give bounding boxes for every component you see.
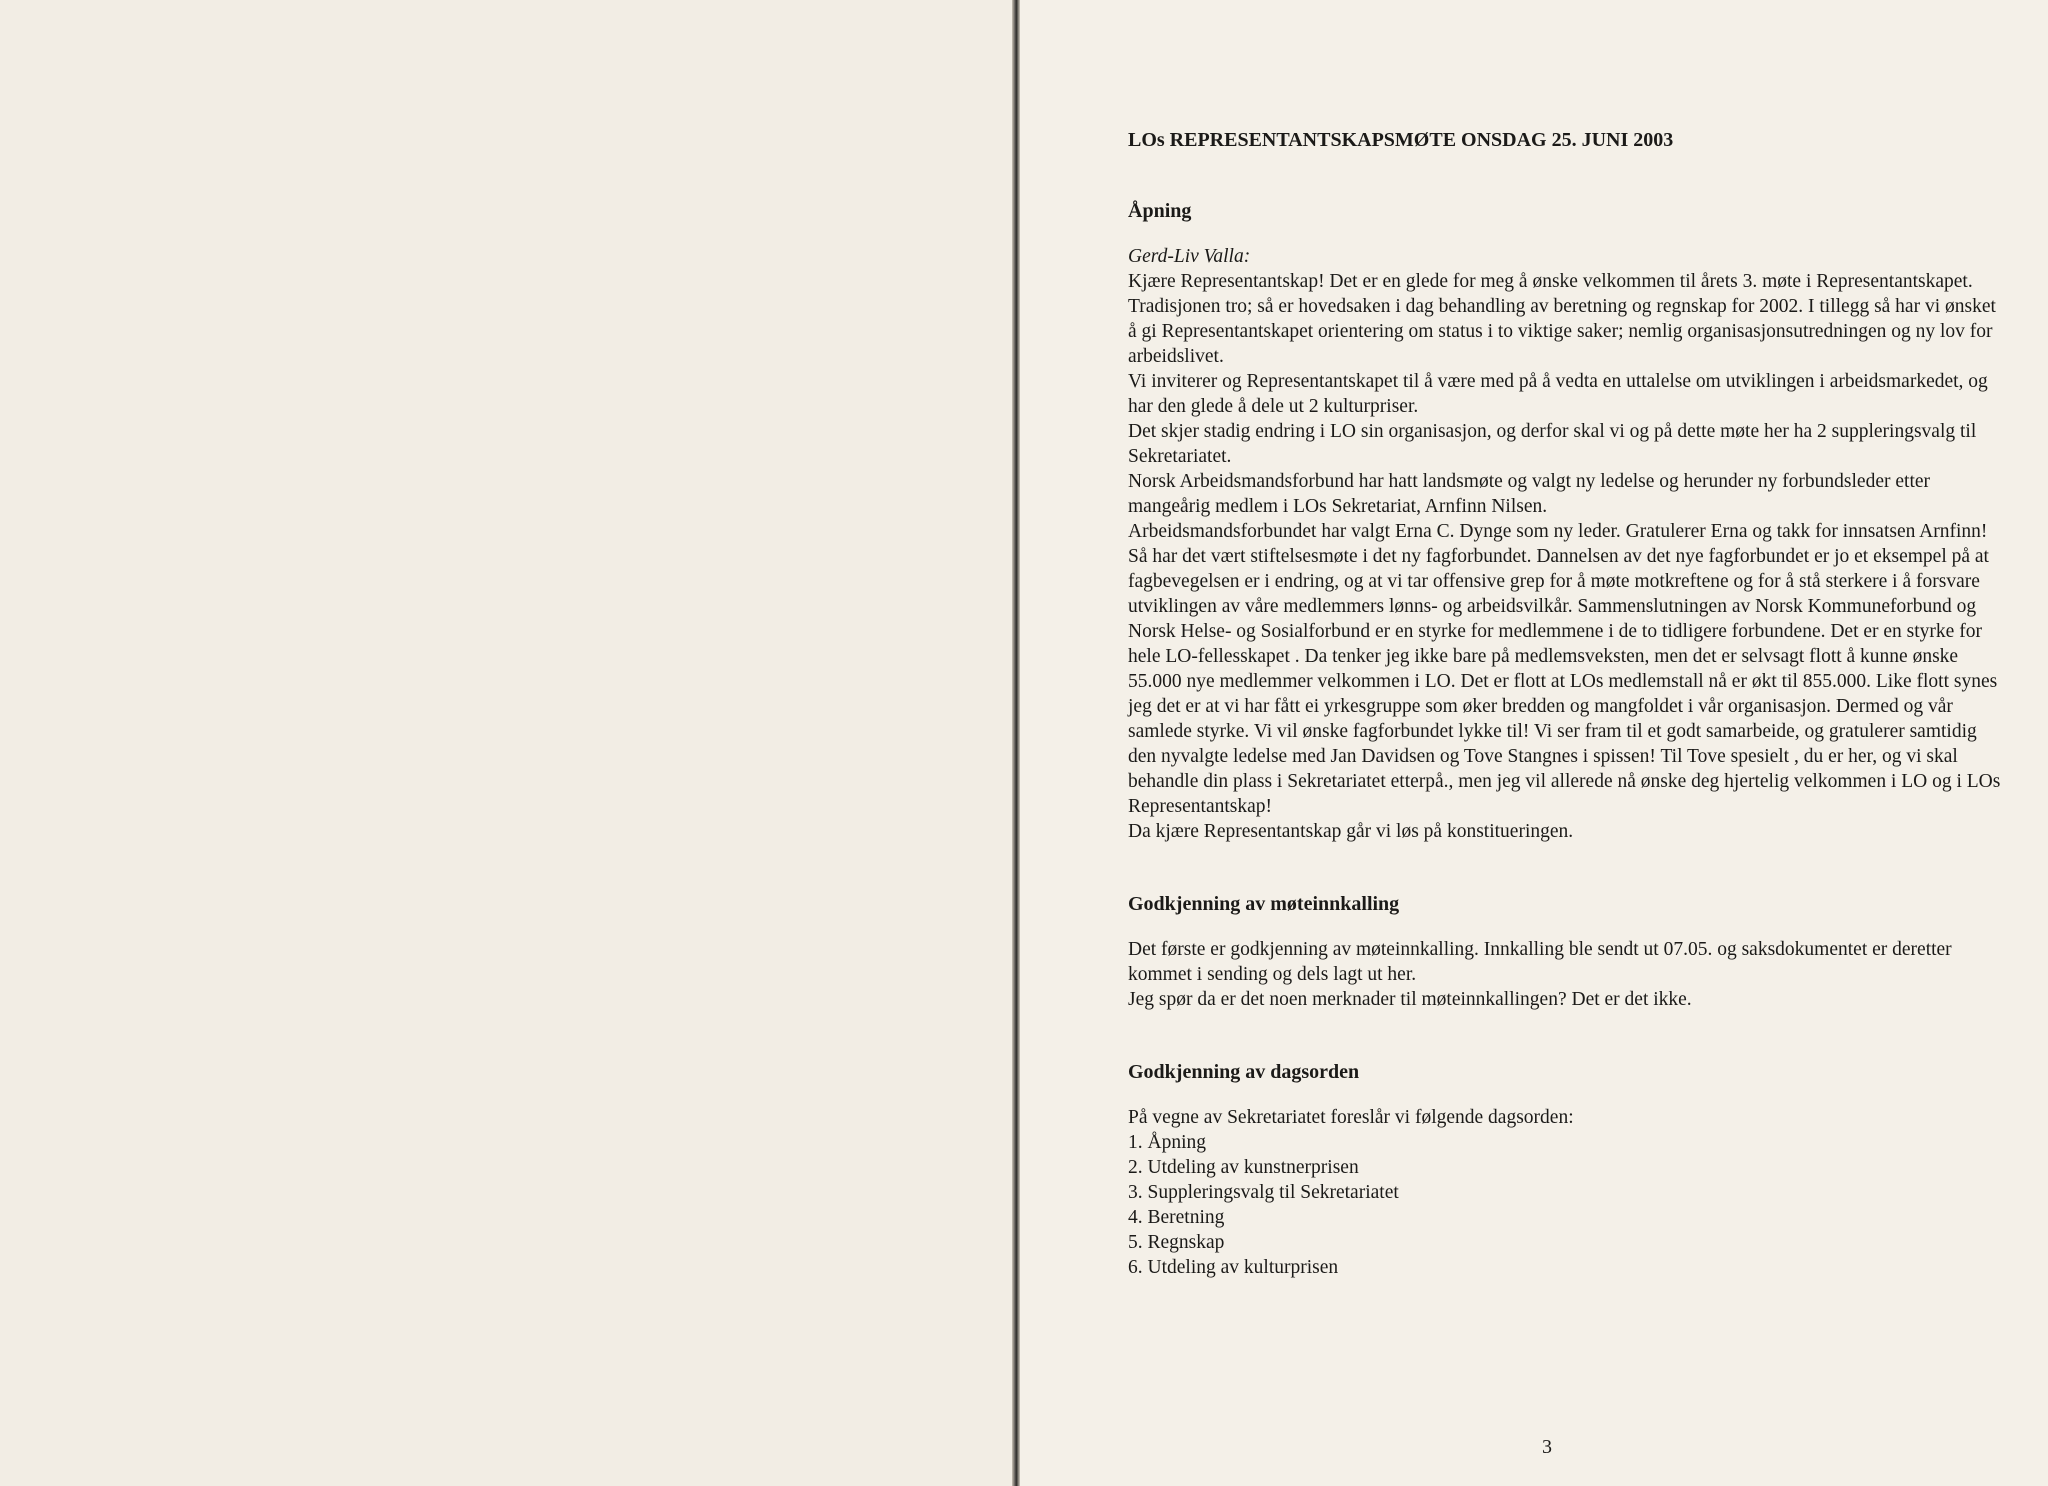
- paragraph: Norsk Arbeidsmandsforbund har hatt landsmøte og valgt ny ledelse og herunder ny forbundsleder etter mangeårig medlem i LOs Sekretariat, Arnfinn Nilsen.: [1128, 471, 1931, 517]
- paragraph: Arbeidsmandsforbundet har valgt Erna C. Dynge som ny leder. Gratulerer Erna og takk for innsatsen Arnfinn!: [1128, 521, 1988, 542]
- paragraph: Så har det vært stiftelsesmøte i det ny fagforbundet. Dannelsen av det nye fagforbundet er jo et eksempel på at fagbevegelsen er i endring, og at vi tar offensive grep for å møte motkreftene og for å stå sterkere i å forsvare utviklingen av våre medlemmers lønns- og arbeidsvilkår. Sammenslutningen av Norsk Kommuneforbund og Norsk Helse- og Sosialforbund er en styrke for medlemmene i de to tidligere forbundene. Det er en styrke for hele LO-fellesskapet . Da tenker jeg ikke bare på medlemsveksten, men det er selvsagt flott å kunne ønske 55.000 nye medlemmer velkommen i LO. Det er flott at LOs medlemstall nå er økt til 855.000. Like flott synes jeg det er at vi har fått ei yrkesgruppe som øker bredden og mangfoldet i vår organisasjon. Dermed og vår samlede styrke. Vi vil ønske fagforbundet lykke til! Vi ser fram til et godt samarbeide, og gratulerer samtidig den nyvalgte ledelse med Jan Davidsen og Tove Stangnes i spissen! Til Tove spesielt , du er her, og vi skal behandle din plass i Sekretariatet etterpå., men jeg vil allerede nå ønske deg hjertelig velkommen i LO og i LOs Representantskap!: [1128, 546, 2001, 817]
- agenda-intro: På vegne av Sekretariatet foreslår vi følgende dagsorden:: [1128, 1107, 1574, 1128]
- paragraph: Jeg spør da er det noen merknader til møteinnkallingen? Det er det ikke.: [1128, 989, 1692, 1010]
- paragraph: Det skjer stadig endring i LO sin organisasjon, og derfor skal vi og på dette møte her ha 2 suppleringsvalg til Sekretariatet.: [1128, 421, 1977, 467]
- agenda-list: [1128, 1130, 2008, 1280]
- spacer: [1128, 844, 2008, 892]
- agenda-item: 4. Beretning: [1128, 1207, 1225, 1228]
- heading-apning: Åpning: [1128, 200, 1192, 222]
- agenda-item: 5. Regnskap: [1128, 1232, 1225, 1253]
- page-number: 3: [1542, 1436, 1552, 1458]
- heading-moteinnkalling: Godkjenning av møteinnkalling: [1128, 893, 1400, 915]
- agenda-item: 2. Utdeling av kunstnerprisen: [1128, 1157, 1359, 1178]
- book-fold: [1012, 0, 1020, 1486]
- right-page: [1020, 0, 2048, 1486]
- paragraph: Da kjære Representantskap går vi løs på konstitueringen.: [1128, 821, 1574, 842]
- page-content: [1128, 128, 2008, 1280]
- agenda-item: 1. Åpning: [1128, 1132, 1206, 1153]
- paragraph: Det første er godkjenning av møteinnkalling. Innkalling ble sendt ut 07.05. og saksdokumentet er deretter kommet i sending og dels lagt ut her.: [1128, 939, 1952, 985]
- paragraph: Kjære Representantskap! Det er en glede for meg å ønske velkommen til årets 3. møte i Representantskapet. Tradisjonen tro; så er hovedsaken i dag behandling av beretning og regnskap for 2002. I tillegg så har vi ønsket å gi Representantskapet orientering om status i to viktige saker; nemlig organisasjonsutredningen og ny lov for arbeidslivet.: [1128, 271, 1996, 367]
- heading-dagsorden: Godkjenning av dagsorden: [1128, 1061, 1360, 1083]
- spacer: [1128, 1012, 2008, 1060]
- left-page-blank: [0, 0, 1012, 1486]
- speaker-name: Gerd-Liv Valla:: [1128, 246, 1251, 267]
- paragraph: Vi inviterer og Representantskapet til å være med på å vedta en uttalelse om utviklingen i arbeidsmarkedet, og har den glede å dele ut 2 kulturpriser.: [1128, 371, 1988, 417]
- document-title: LOs REPRESENTANTSKAPSMØTE ONSDAG 25. JUNI 2003: [1128, 129, 1674, 151]
- agenda-item: 6. Utdeling av kulturprisen: [1128, 1257, 1339, 1278]
- agenda-item: 3. Suppleringsvalg til Sekretariatet: [1128, 1182, 1399, 1203]
